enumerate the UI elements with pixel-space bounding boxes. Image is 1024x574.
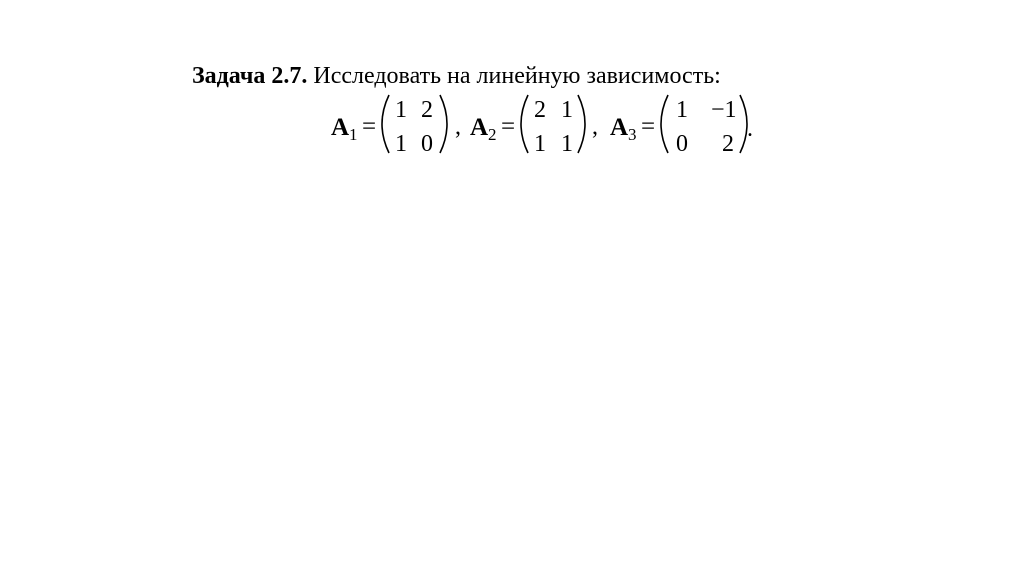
matrix-cell: 1 bbox=[534, 131, 546, 157]
right-parenthesis bbox=[440, 95, 447, 153]
matrix-subscript: 1 bbox=[349, 125, 358, 144]
right-parenthesis bbox=[740, 95, 747, 153]
matrix-cell: 2 bbox=[534, 97, 546, 123]
matrix-cell: 1 bbox=[395, 131, 407, 157]
matrix-subscript: 2 bbox=[488, 125, 497, 144]
matrix-symbol: A bbox=[331, 114, 350, 141]
matrix-cell: 0 bbox=[421, 131, 433, 157]
problem-label: Задача 2.7. bbox=[192, 63, 308, 89]
matrix-cell: 0 bbox=[676, 131, 688, 157]
equals-sign: = bbox=[362, 113, 377, 140]
left-parenthesis bbox=[521, 95, 528, 153]
left-parenthesis bbox=[661, 95, 668, 153]
matrix-cell: −1 bbox=[711, 97, 737, 123]
matrix-cell: 2 bbox=[421, 97, 433, 123]
equals-sign: = bbox=[501, 113, 516, 140]
matrix-cell: 1 bbox=[561, 97, 573, 123]
left-parenthesis bbox=[382, 95, 389, 153]
terminal-period: . bbox=[747, 116, 753, 142]
separator: , bbox=[592, 114, 598, 140]
matrix-symbol: A bbox=[470, 114, 489, 141]
separator: , bbox=[455, 114, 461, 140]
matrix-a1 bbox=[331, 95, 461, 157]
right-parenthesis bbox=[578, 95, 585, 153]
problem-text: Исследовать на линейную зависимость: bbox=[313, 63, 721, 89]
matrix-cell: 1 bbox=[561, 131, 573, 157]
matrix-cell: 1 bbox=[395, 97, 407, 123]
matrix-cell: 2 bbox=[722, 131, 734, 157]
matrix-a3 bbox=[610, 95, 753, 157]
matrix-symbol: A bbox=[610, 114, 629, 141]
matrix-a2 bbox=[470, 95, 598, 157]
matrix-cell: 1 bbox=[676, 97, 688, 123]
equals-sign: = bbox=[641, 113, 656, 140]
matrix-subscript: 3 bbox=[628, 125, 637, 144]
